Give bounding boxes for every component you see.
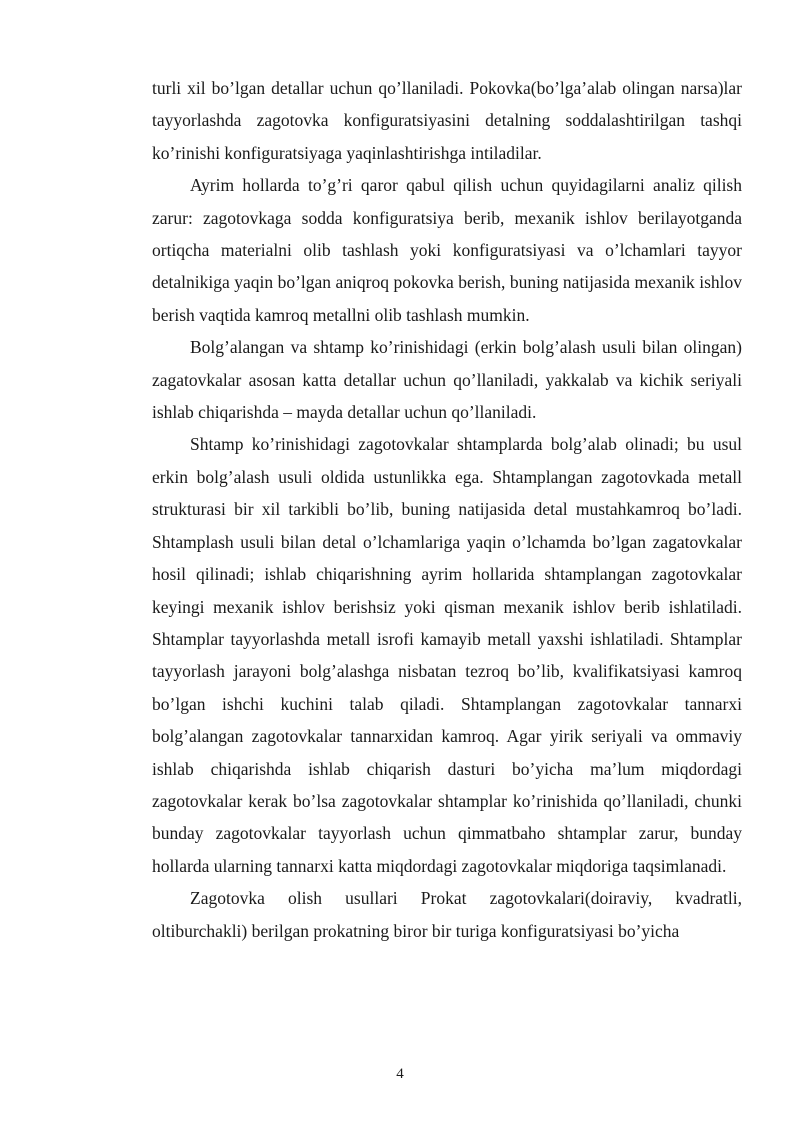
document-body — [152, 72, 742, 947]
page-number: 4 — [396, 1066, 404, 1082]
paragraph: Zagotovka olish usullari Prokat zagotovkalari(doiraviy, kvadratli, oltiburchakli) berilgan prokatning biror bir turiga konfiguratsiyasi bo’yicha — [152, 888, 742, 941]
paragraph: Shtamp ko’rinishidagi zagotovkalar shtamplarda bolg’alab olinadi; bu usul erkin bolg’alash usuli oldida ustunlikka ega. Shtamplangan zagotovkada metall strukturasi bir xil tarkibli bo’lib, buning natijasida detal mustahkamroq bo’ladi. Shtamplash usuli bilan detal o’lchamlariga yaqin o’lchamda bo’lgan zagatovkalar hosil qilinadi; ishlab chiqarishning ayrim hollarida shtamplangan zagotovkalar keyingi mexanik ishlov berishsiz yoki qisman mexanik ishlov berib ishlatiladi. Shtamplar tayyorlashda metall isrofi kamayib metall yaxshi ishlatiladi. Shtamplar tayyorlash jarayoni bolg’alashga nisbatan tezroq bo’lib, kvalifikatsiyasi kamroq bo’lgan ishchi kuchini talab qiladi. Shtamplangan zagotovkalar tannarxi bolg’alangan zagotovkalar tannarxidan kamroq. Agar yirik seriyali va ommaviy ishlab chiqarishda ishlab chiqarish dasturi bo’yicha ma’lum miqdordagi zagotovkalar kerak bo’lsa zagotovkalar shtamplar ko’rinishida qo’llaniladi, chunki bunday zagotovkalar tayyorlash uchun qimmatbaho shtamplar zarur, bunday hollarda ularning tannarxi katta miqdordagi zagotovkalar miqdoriga taqsimlanadi. — [152, 434, 742, 876]
paragraph: Ayrim hollarda to’g’ri qaror qabul qilish uchun quyidagilarni analiz qilish zarur: zagotovkaga sodda konfiguratsiya berib, mexanik ishlov berilayotganda ortiqcha materialni olib tashlash yoki konfiguratsiyasi va o’lchamlari tayyor detalnikiga yaqin bo’lgan aniqroq pokovka berish, buning natijasida mexanik ishlov berish vaqtida kamroq metallni olib tashlash mumkin. — [152, 175, 742, 325]
paragraph-continuation: turli xil bo’lgan detallar uchun qo’llaniladi. Pokovka(bo’lga’alab olingan narsa)lar tayyorlashda zagotovka konfiguratsiyasini detalning soddalashtirilgan tashqi ko’rinishi konfiguratsiyaga yaqinlashtirishga intiladilar. — [152, 78, 742, 163]
paragraph: Bolg’alangan va shtamp ko’rinishidagi (erkin bolg’alash usuli bilan olingan) zagatovkalar asosan katta detallar uchun qo’llaniladi, yakkalab va kichik seriyali ishlab chiqarishda – mayda detallar uchun qo’llaniladi. — [152, 337, 742, 423]
